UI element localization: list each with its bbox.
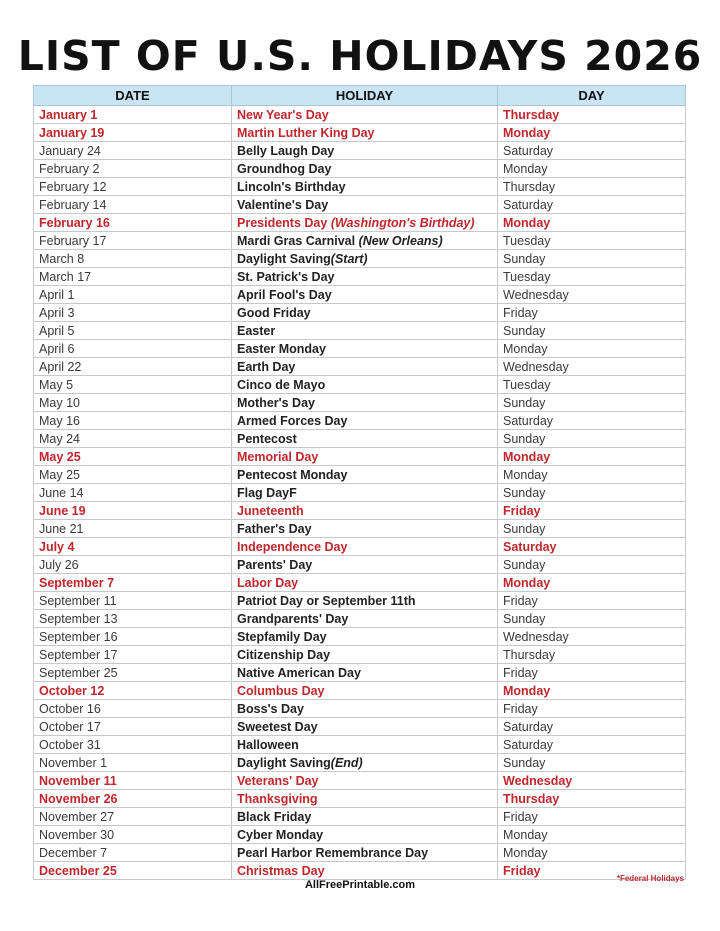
table-row: [34, 340, 686, 358]
holiday-name-cell: [232, 268, 498, 286]
table-row: [34, 358, 686, 376]
holiday-weekday: Monday: [498, 214, 686, 232]
holiday-name: Christmas Day: [237, 863, 325, 878]
holiday-date: October 17: [34, 718, 232, 736]
holiday-date: September 13: [34, 610, 232, 628]
holiday-date: July 4: [34, 538, 232, 556]
table-row: [34, 628, 686, 646]
holiday-weekday: Monday: [498, 448, 686, 466]
holiday-name: Halloween: [237, 737, 299, 752]
holiday-name-cell: [232, 808, 498, 826]
holiday-date: January 1: [34, 106, 232, 124]
holiday-name-cell: [232, 628, 498, 646]
holiday-date: February 17: [34, 232, 232, 250]
holiday-weekday: Sunday: [498, 394, 686, 412]
holiday-date: March 8: [34, 250, 232, 268]
holiday-date: September 7: [34, 574, 232, 592]
holiday-note: (End): [330, 755, 363, 770]
table-row: [34, 646, 686, 664]
holiday-name: Citizenship Day: [237, 647, 331, 662]
holiday-name: Belly Laugh Day: [237, 143, 335, 158]
holiday-name-cell: [232, 286, 498, 304]
holidays-table: [33, 85, 686, 880]
holiday-date: April 5: [34, 322, 232, 340]
holiday-weekday: Saturday: [498, 196, 686, 214]
holiday-weekday: Sunday: [498, 556, 686, 574]
holiday-date: May 25: [34, 448, 232, 466]
table-row: [34, 394, 686, 412]
holiday-name-cell: [232, 718, 498, 736]
holiday-name: Memorial Day: [237, 449, 319, 464]
holiday-name: Stepfamily Day: [237, 629, 327, 644]
holiday-weekday: Sunday: [498, 520, 686, 538]
holiday-name: Cyber Monday: [237, 827, 324, 842]
holiday-date: May 25: [34, 466, 232, 484]
table-row: [34, 862, 686, 880]
holiday-name-cell: [232, 160, 498, 178]
holiday-name: Lincoln's Birthday: [237, 179, 346, 194]
holiday-name-cell: [232, 448, 498, 466]
holiday-name: Groundhog Day: [237, 161, 332, 176]
table-row: [34, 430, 686, 448]
holiday-date: February 14: [34, 196, 232, 214]
holiday-weekday: Sunday: [498, 250, 686, 268]
page-title: LIST OF U.S. HOLIDAYS 2026: [17, 32, 703, 80]
table-row: [34, 160, 686, 178]
holiday-name-cell: [232, 376, 498, 394]
table-row: [34, 466, 686, 484]
holiday-weekday: Tuesday: [498, 232, 686, 250]
table-row: [34, 610, 686, 628]
holiday-date: December 25: [34, 862, 232, 880]
table-row: [34, 196, 686, 214]
holiday-date: November 1: [34, 754, 232, 772]
holiday-name: Veterans' Day: [237, 773, 319, 788]
holiday-name: St. Patrick's Day: [237, 269, 335, 284]
holiday-date: June 21: [34, 520, 232, 538]
table-row: [34, 754, 686, 772]
holiday-date: February 16: [34, 214, 232, 232]
holiday-note: (Start): [330, 251, 368, 266]
holiday-weekday: Friday: [498, 502, 686, 520]
holiday-weekday: Saturday: [498, 142, 686, 160]
table-row: [34, 232, 686, 250]
holiday-name: Parents' Day: [237, 557, 313, 572]
holiday-weekday: Monday: [498, 682, 686, 700]
holiday-name: Mother's Day: [237, 395, 315, 410]
holiday-date: April 1: [34, 286, 232, 304]
holiday-name: April Fool's Day: [237, 287, 332, 302]
holiday-date: June 14: [34, 484, 232, 502]
holiday-name: Columbus Day: [237, 683, 325, 698]
holiday-name-cell: [232, 682, 498, 700]
holiday-name-cell: [232, 790, 498, 808]
holiday-name-cell: [232, 196, 498, 214]
holiday-name: Pentecost Monday: [237, 467, 348, 482]
holiday-name-cell: [232, 844, 498, 862]
table-row: [34, 556, 686, 574]
holiday-date: September 25: [34, 664, 232, 682]
holiday-name-cell: [232, 700, 498, 718]
holiday-date: April 3: [34, 304, 232, 322]
holiday-name-cell: [232, 358, 498, 376]
holiday-date: December 7: [34, 844, 232, 862]
holiday-name: Sweetest Day: [237, 719, 318, 734]
holiday-weekday: Friday: [498, 808, 686, 826]
holiday-name-cell: [232, 340, 498, 358]
holiday-name: Flag DayF: [237, 485, 297, 500]
table-row: [34, 718, 686, 736]
holiday-date: January 24: [34, 142, 232, 160]
holiday-weekday: Sunday: [498, 754, 686, 772]
holiday-weekday: Monday: [498, 844, 686, 862]
holiday-weekday: Friday: [498, 862, 686, 880]
holiday-name: Thanksgiving: [237, 791, 318, 806]
holiday-name-cell: [232, 610, 498, 628]
holiday-weekday: Wednesday: [498, 772, 686, 790]
holiday-name-cell: [232, 664, 498, 682]
holiday-name-cell: [232, 736, 498, 754]
holiday-name-cell: [232, 322, 498, 340]
holiday-weekday: Wednesday: [498, 358, 686, 376]
table-row: [34, 484, 686, 502]
table-row: [34, 808, 686, 826]
site-credit: AllFreePrintable.com: [304, 879, 416, 891]
holiday-note: (New Orleans): [358, 233, 443, 248]
holiday-date: October 31: [34, 736, 232, 754]
holiday-name: Labor Day: [237, 575, 299, 590]
table-row: [34, 664, 686, 682]
federal-holidays-note: *Federal Holidays: [616, 874, 684, 883]
table-body: [34, 106, 686, 880]
holiday-date: September 17: [34, 646, 232, 664]
holiday-weekday: Monday: [498, 466, 686, 484]
holiday-date: April 6: [34, 340, 232, 358]
holiday-name: Pentecost: [237, 431, 297, 446]
holiday-date: January 19: [34, 124, 232, 142]
holiday-name-cell: [232, 178, 498, 196]
holiday-name: Father's Day: [237, 521, 312, 536]
holiday-name: Pearl Harbor Remembrance Day: [237, 845, 429, 860]
holiday-name-cell: [232, 304, 498, 322]
table-row: [34, 700, 686, 718]
holiday-name: Easter: [237, 323, 276, 338]
table-row: [34, 592, 686, 610]
holiday-name-cell: [232, 142, 498, 160]
holiday-name-cell: [232, 556, 498, 574]
holiday-date: May 16: [34, 412, 232, 430]
holiday-weekday: Monday: [498, 340, 686, 358]
table-header-row: [34, 86, 686, 106]
holiday-weekday: Wednesday: [498, 628, 686, 646]
holiday-weekday: Thursday: [498, 790, 686, 808]
table-row: [34, 574, 686, 592]
holiday-name: Cinco de Mayo: [237, 377, 326, 392]
holiday-date: September 11: [34, 592, 232, 610]
holiday-name-cell: [232, 466, 498, 484]
holiday-name-cell: [232, 106, 498, 124]
column-header-day: DAY: [498, 86, 686, 106]
table-row: [34, 844, 686, 862]
holiday-weekday: Sunday: [498, 484, 686, 502]
holiday-name: Black Friday: [237, 809, 312, 824]
table-row: [34, 124, 686, 142]
holiday-name-cell: [232, 250, 498, 268]
table-row: [34, 214, 686, 232]
holiday-weekday: Tuesday: [498, 376, 686, 394]
holiday-weekday: Sunday: [498, 610, 686, 628]
holiday-date: November 26: [34, 790, 232, 808]
holiday-weekday: Thursday: [498, 106, 686, 124]
holiday-name: Boss's Day: [237, 701, 304, 716]
holiday-name-cell: [232, 124, 498, 142]
holiday-name: Native American Day: [237, 665, 361, 680]
holiday-name: Armed Forces Day: [237, 413, 348, 428]
holiday-name-cell: [232, 862, 498, 880]
holiday-date: July 26: [34, 556, 232, 574]
holiday-weekday: Monday: [498, 124, 686, 142]
table-row: [34, 502, 686, 520]
table-row: [34, 286, 686, 304]
holiday-weekday: Saturday: [498, 736, 686, 754]
holiday-weekday: Saturday: [498, 718, 686, 736]
holiday-date: April 22: [34, 358, 232, 376]
holiday-name-cell: [232, 574, 498, 592]
holiday-name-cell: [232, 772, 498, 790]
holiday-name: New Year's Day: [237, 107, 329, 122]
holiday-name: Independence Day: [237, 539, 348, 554]
table-row: [34, 250, 686, 268]
column-header-date: DATE: [34, 86, 232, 106]
holiday-weekday: Thursday: [498, 646, 686, 664]
holiday-weekday: Thursday: [498, 178, 686, 196]
holiday-weekday: Monday: [498, 160, 686, 178]
holiday-name-cell: [232, 646, 498, 664]
holiday-name-cell: [232, 484, 498, 502]
holiday-weekday: Wednesday: [498, 286, 686, 304]
table-row: [34, 178, 686, 196]
holiday-date: October 12: [34, 682, 232, 700]
holiday-weekday: Friday: [498, 304, 686, 322]
holiday-name-cell: [232, 520, 498, 538]
holiday-name-cell: [232, 232, 498, 250]
table-row: [34, 826, 686, 844]
holiday-name: Daylight Saving: [237, 755, 331, 770]
table-row: [34, 376, 686, 394]
holiday-name: Good Friday: [237, 305, 311, 320]
holiday-weekday: Sunday: [498, 322, 686, 340]
holiday-name-cell: [232, 214, 498, 232]
holiday-name-cell: [232, 502, 498, 520]
table-row: [34, 538, 686, 556]
holiday-name-cell: [232, 826, 498, 844]
holiday-date: May 24: [34, 430, 232, 448]
holiday-weekday: Saturday: [498, 412, 686, 430]
table-row: [34, 520, 686, 538]
holiday-date: September 16: [34, 628, 232, 646]
holiday-weekday: Saturday: [498, 538, 686, 556]
holiday-date: October 16: [34, 700, 232, 718]
holiday-name-cell: [232, 430, 498, 448]
holiday-weekday: Tuesday: [498, 268, 686, 286]
holiday-name-cell: [232, 592, 498, 610]
holiday-note: (Washington's Birthday): [330, 215, 475, 230]
holiday-weekday: Sunday: [498, 430, 686, 448]
holiday-date: November 27: [34, 808, 232, 826]
table-row: [34, 412, 686, 430]
holiday-name: Valentine's Day: [237, 197, 329, 212]
holiday-name: Juneteenth: [237, 503, 304, 518]
holiday-name: Daylight Saving: [237, 251, 331, 266]
table-row: [34, 322, 686, 340]
table-row: [34, 682, 686, 700]
holiday-name-cell: [232, 538, 498, 556]
holiday-name-cell: [232, 412, 498, 430]
holiday-name: Easter Monday: [237, 341, 326, 356]
holiday-name: Presidents Day: [237, 215, 328, 230]
holiday-date: June 19: [34, 502, 232, 520]
holiday-name: Patriot Day or September 11th: [237, 593, 416, 608]
holiday-weekday: Friday: [498, 700, 686, 718]
table-row: [34, 790, 686, 808]
table-row: [34, 772, 686, 790]
holiday-weekday: Monday: [498, 826, 686, 844]
table-row: [34, 448, 686, 466]
holiday-date: February 12: [34, 178, 232, 196]
holiday-weekday: Friday: [498, 664, 686, 682]
holiday-name-cell: [232, 394, 498, 412]
table-row: [34, 304, 686, 322]
holiday-name-cell: [232, 754, 498, 772]
holiday-date: May 5: [34, 376, 232, 394]
holiday-date: May 10: [34, 394, 232, 412]
holiday-date: March 17: [34, 268, 232, 286]
holiday-date: November 11: [34, 772, 232, 790]
holiday-weekday: Monday: [498, 574, 686, 592]
table-row: [34, 268, 686, 286]
holiday-name: Grandparents' Day: [237, 611, 349, 626]
table-row: [34, 736, 686, 754]
holiday-date: November 30: [34, 826, 232, 844]
holiday-weekday: Friday: [498, 592, 686, 610]
column-header-holiday: HOLIDAY: [232, 86, 498, 106]
holiday-name: Mardi Gras Carnival: [237, 233, 356, 248]
table-row: [34, 142, 686, 160]
table-row: [34, 106, 686, 124]
holiday-date: February 2: [34, 160, 232, 178]
holiday-name: Earth Day: [237, 359, 296, 374]
holiday-name: Martin Luther King Day: [237, 125, 375, 140]
